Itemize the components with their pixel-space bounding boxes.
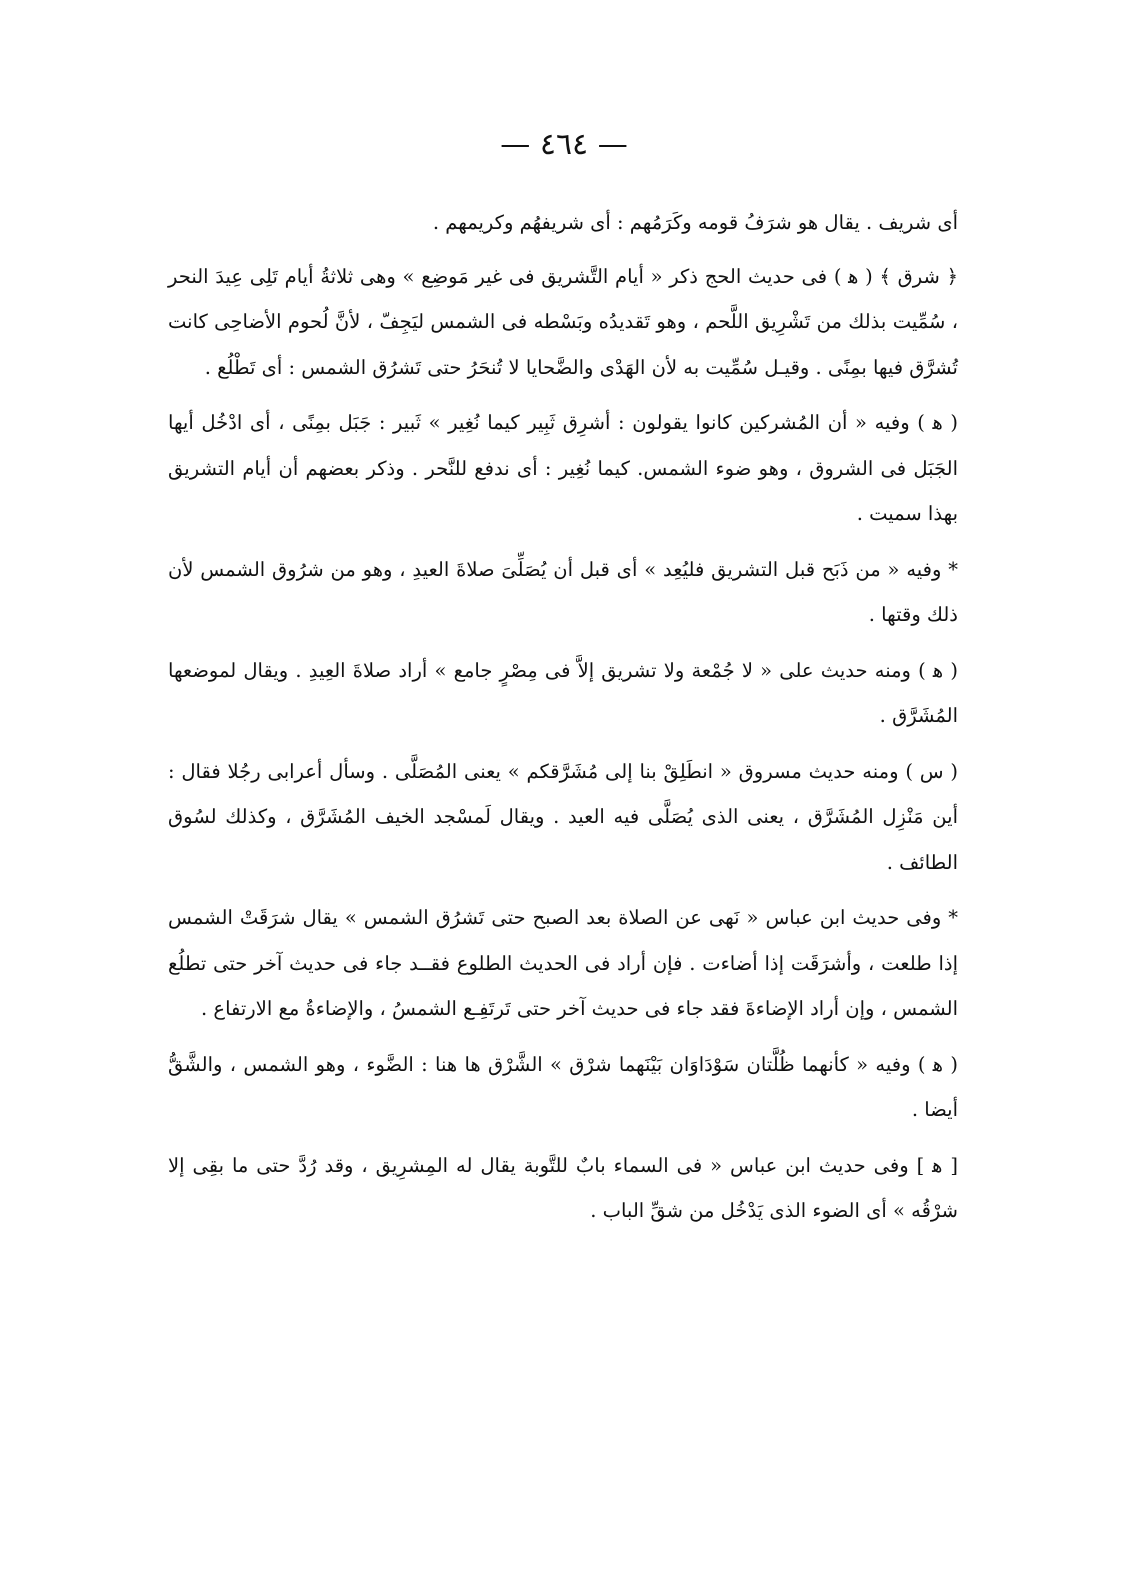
paragraph-thabir: ( ﻫ ) وفيه « أن المُشركين كانوا يقولون : أشرِق ثَبِير كيما نُغِير » ثَبير : جَبَل بمِنًى ، أى ادْخُل أيها الجَبَل فى الشروق ، وهو ضوء الشمس. كيما نُغِير : أى ندفع للنَّحر . وذكر بعضهم أن أيام التشريق بهذا سميت . — [168, 411, 958, 525]
paragraph-mishriq: [ ﻫ ] وفى حديث ابن عباس « فى السماء بابٌ للتَّوبة يقال له المِشرِيق ، وقد رُدَّ حتى ما بقِى إلا شرْقُه » أى الضوء الذى يَدْخُل من شقِّ الباب . — [168, 1153, 958, 1222]
paragraph-continuation: أى شريف . يقال هو شرَفُ قومه وكَرَمُهم : أى شريفهُم وكريمهم . — [432, 211, 958, 234]
paragraph-zullatan: ( ﻫ ) وفيه « كأنهما ظُلَّتان سَوْدَاوَان بَيْنَهما شرْق » الشَّرْق ها هنا : الضَّوء ، وهو الشمس ، والشَّقُّ أيضا . — [168, 1052, 958, 1121]
paragraph-ali: ( ﻫ ) ومنه حديث على « لا جُمْعة ولا تشريق إلاَّ فى مِصْرٍ جامع » أراد صلاةَ العِيدِ . ويقال لموضعها المُشَرَّق . — [168, 658, 958, 727]
paragraph-ibn-abbas-sunrise: * وفى حديث ابن عباس « نَهى عن الصلاة بعد الصبح حتى تَشرُق الشمس » يقال شرَقَتْ الشمس إذا طلعت ، وأشرَقَت إذا أضاءت . فإن أراد فى الحديث الطلوع فقــد جاء فى حديث آخر حتى تطلُع الشمس ، وإن أراد الإضاءةَ فقد جاء فى حديث آخر حتى تَرتَفِـع الشمسُ ، والإضاءةُ مع الارتفاع . — [168, 906, 958, 1020]
paragraph-entry-sharq: ﴿ شرق ﴾ ( ﻫ ) فى حديث الحج ذكر « أيام التَّشريق فى غير مَوضِع » وهى ثلاثةُ أيام تَلِى عِيدَ النحر ، سُمِّيت بذلك من تَشْرِيق اللَّحم ، وهو تَقديدُه وبَسْطه فى الشمس ليَجِفّ ، لأنَّ لُحوم الأضاحِى كانت تُشرَّق فيها بمِنًى . وقيـل سُمِّيت به لأن الهَدْى والضَّحايا لا تُنحَرُ حتى تَشرُق الشمس : أى تَطْلُع . — [168, 264, 958, 379]
entry-text-block — [168, 200, 958, 1244]
paragraph-masruq: ( س ) ومنه حديث مسروق « انطَلِقْ بنا إلى مُشَرَّقكم » يعنى المُصَلَّى . وسأل أعرابى رجُلا فقال : أين مَنْزِل المُشَرَّق ، يعنى الذى يُصَلَّى فيه العيد . ويقال لَمسْجد الخيف المُشَرَّق ، وكذلك لسُوق الطائف . — [168, 759, 958, 874]
paragraph-dhabh: * وفيه « من ذَبَح قبل التشريق فليُعِد » أى قبل أن يُصَلِّىَ صلاةَ العيدِ ، وهو من شرُوق الشمس لأن ذلك وقتها . — [168, 557, 958, 626]
page-number: — ٤٦٤ — — [500, 127, 628, 162]
